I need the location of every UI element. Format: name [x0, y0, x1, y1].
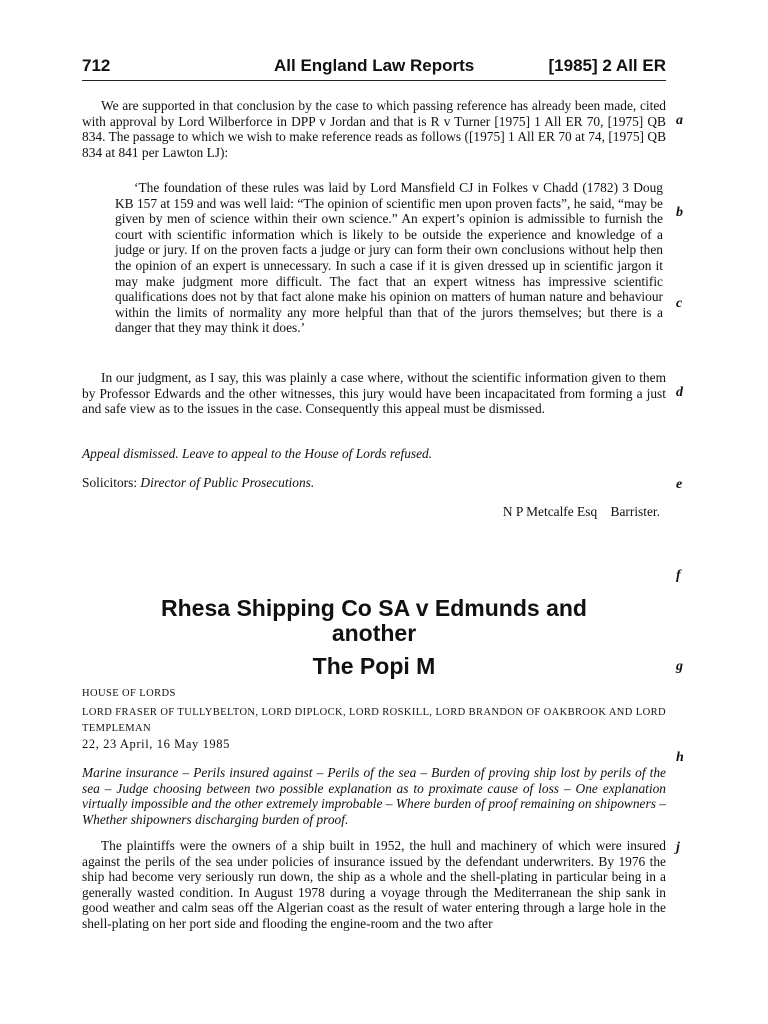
- margin-letter-h: h: [676, 750, 684, 765]
- case-title-line-2: another: [331, 620, 417, 646]
- case-subtitle: The Popi M: [312, 653, 436, 679]
- margin-letter-b: b: [676, 205, 683, 220]
- margin-letter-e: e: [676, 477, 683, 492]
- opening-paragraph: We are supported in that conclusion by the case to which passing reference has already been made, cited with approval by Lord Wilberforce in DPP v Jordan and that is R v Turner [1975] 1 All ER 70, [1975] QB 834. The passage to which we wish to make reference reads as follows ([1975] 1 All ER 70 at 74, [1975] QB 834 at 841 per Lawton LJ):: [82, 98, 666, 160]
- solicitors-value: Director of Public Prosecutions.: [140, 475, 315, 490]
- margin-letter-j: j: [676, 840, 680, 855]
- solicitors-line: [82, 475, 666, 491]
- margin-letter-d: d: [676, 385, 683, 400]
- solicitors-label: Solicitors:: [82, 475, 141, 490]
- margin-letter-f: f: [676, 568, 681, 583]
- case-title-line-1: Rhesa Shipping Co SA v Edmunds and: [161, 595, 587, 621]
- report-citation: [1985] 2 All ER: [548, 56, 666, 75]
- header-rule: [82, 80, 666, 81]
- judgment-paragraph: In our judgment, as I say, this was plainly a case where, without the scientific information given to them by Professor Edwards and the other witnesses, this jury would have been incapacitated from forming a just and safe view as to the issues in the case. Consequently this appeal must be dismissed.: [82, 370, 666, 416]
- running-header: [82, 56, 666, 82]
- catchwords: Marine insurance – Perils insured against – Perils of the sea – Burden of proving ship lost by perils of the sea – Judge choosing between two possible explanation as to proximate cause of loss – One explanation virtually impossible and the other extremely improbable – Where burden of proof remaining on shipowners – Whether shipowners discharging burden of proof.: [82, 765, 666, 827]
- hearing-dates: 22, 23 April, 16 May 1985: [82, 737, 230, 751]
- margin-letter-c: c: [676, 296, 683, 311]
- disposition: Appeal dismissed. Leave to appeal to the House of Lords refused.: [82, 446, 433, 461]
- court-name: HOUSE OF LORDS: [82, 688, 176, 699]
- block-quotation: ‘The foundation of these rules was laid by Lord Mansfield CJ in Folkes v Chadd (1782) 3 Doug KB 157 at 159 and was well laid: “The opinion of scientific men upon proven facts”, he said, “may be given by men of science within their own science.” An expert’s opinion is admissible to furnish the court with scientific information which is likely to be outside the experience and knowledge of a judge or jury. If on the proven facts a judge or jury can form their own conclusions without help then the opinion of an expert is unnecessary. In such a case if it is given dressed up in scientific jargon it may make judgment more difficult. The fact that an expert witness has impressive scientific qualifications does not by that fact alone make his opinion on matters of human nature and behaviour within the limits of normality any more helpful than that of the jurors themselves; but there is a danger that they may think it does.’: [115, 180, 663, 336]
- margin-letter-a: a: [676, 113, 683, 128]
- judges-list: LORD FRASER OF TULLYBELTON, LORD DIPLOCK, LORD ROSKILL, LORD BRANDON OF OAKBROOK AND LORD TEMPLEMAN: [82, 707, 666, 734]
- page-number: 712: [82, 56, 111, 75]
- margin-letter-g: g: [676, 659, 683, 674]
- headnote: The plaintiffs were the owners of a ship built in 1952, the hull and machinery of which were insured against the perils of the sea under policies of insurance issued by the defendant underwriters. By 1976 the ship had become very seriously run down, the ship as a whole and the shell-plating in particular being in a generally wasted condition. In August 1978 during a voyage through the Mediterranean the ship sank in good weather and calm seas off the Algerian coast as the result of water entering through a large hole in the shell-plating on her port side and flooding the engine-room and the two after: [82, 838, 666, 931]
- report-title: All England Law Reports: [274, 56, 475, 75]
- reporter-name: N P Metcalfe Esq Barrister.: [502, 504, 660, 519]
